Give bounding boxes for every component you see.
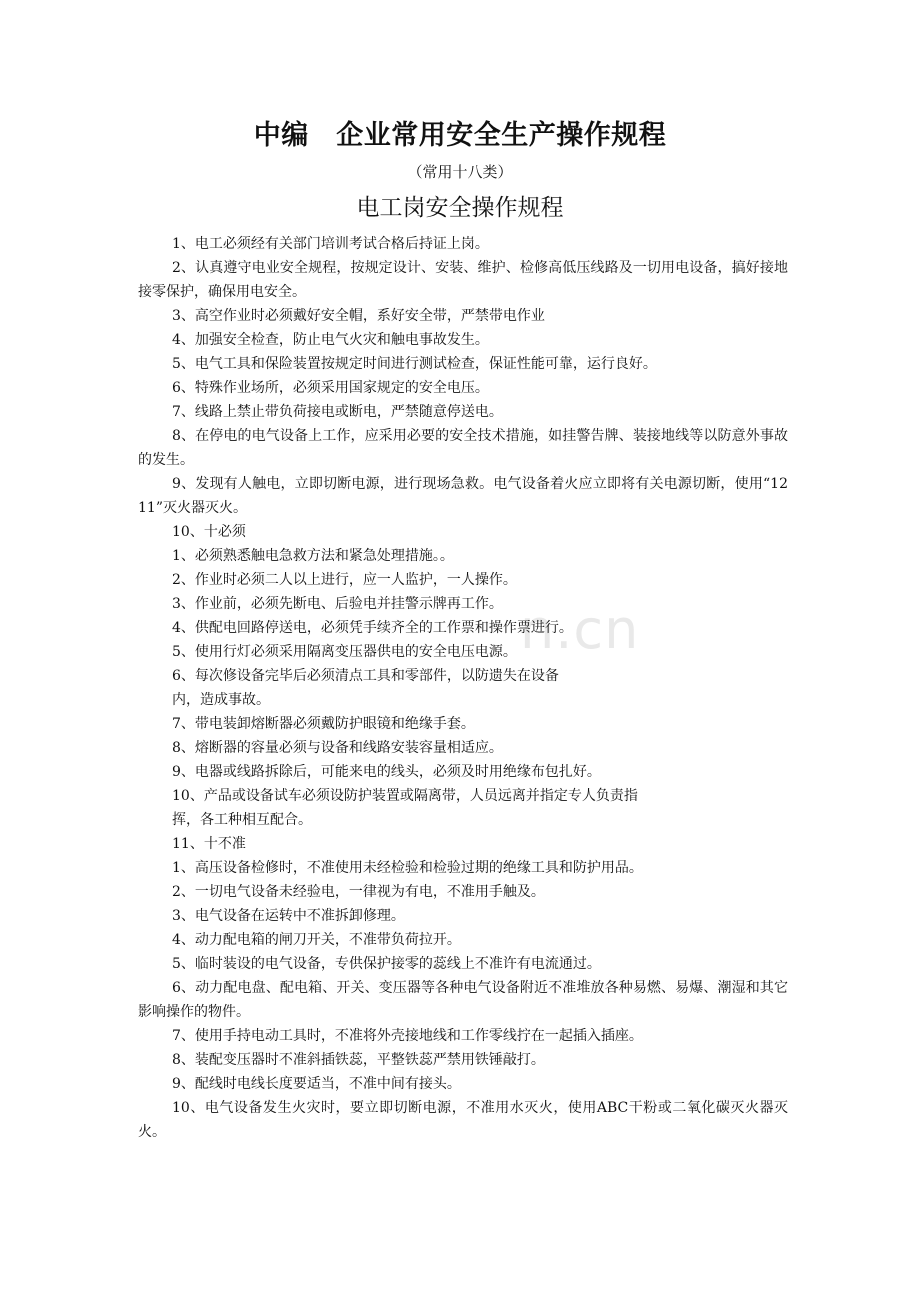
paragraph: 10、产品或设备试车必须设防护装置或隔离带，人员远离并指定专人负责指 (172, 788, 638, 804)
paragraph: 1、必须熟悉触电急救方法和紧急处理措施。。 (172, 548, 454, 564)
regulation-body (138, 232, 788, 1144)
subsection-heading-must: 10、十必须 (172, 524, 246, 540)
paragraph: 2、一切电气设备未经验电，一律视为有电，不准用手触及。 (172, 884, 545, 900)
paragraph: 7、使用手持电动工具时，不准将外壳接地线和工作零线拧在一起插入插座。 (172, 1028, 643, 1044)
paragraph: 2、作业时必须二人以上进行，应一人监护，一人操作。 (172, 572, 517, 588)
paragraph-continuation: 挥，各工种相互配合。 (172, 812, 312, 828)
paragraph: 7、带电装卸熔断器必须戴防护眼镜和绝缘手套。 (172, 716, 475, 732)
paragraph: 5、使用行灯必须采用隔离变压器供电的安全电压电源。 (172, 644, 517, 660)
paragraph: 4、加强安全检查，防止电气火灾和触电事故发生。 (172, 332, 489, 348)
paragraph: 3、作业前，必须先断电、后验电并挂警示牌再工作。 (172, 596, 503, 612)
paragraph: 5、临时装设的电气设备，专供保护接零的蕊线上不准许有电流通过。 (172, 956, 601, 972)
paragraph: 6、动力配电盘、配电箱、开关、变压器等各种电气设备附近不准堆放各种易燃、易爆、潮湿和其它影响操作的物件。 (138, 980, 788, 1020)
subsection-heading-must-not: 11、十不准 (172, 836, 246, 852)
paragraph: 3、高空作业时必须戴好安全帽，系好安全带，严禁带电作业 (172, 308, 545, 324)
paragraph: 9、发现有人触电，立即切断电源，进行现场急救。电气设备着火应立即将有关电源切断，使用“1211”灭火器灭火。 (138, 476, 788, 516)
paragraph: 10、电气设备发生火灾时，要立即切断电源，不准用水灭火，使用ABC干粉或二氧化碳灭火器灭火。 (138, 1100, 788, 1140)
paragraph: 6、每次修设备完毕后必须清点工具和零部件，以防遗失在设备 (172, 668, 559, 684)
paragraph: 2、认真遵守电业安全规程，按规定设计、安装、维护、检修高低压线路及一切用电设备，搞好接地接零保护，确保用电安全。 (138, 260, 788, 300)
paragraph: 9、电器或线路拆除后，可能来电的线头，必须及时用绝缘布包扎好。 (172, 764, 601, 780)
paragraph: 4、供配电回路停送电，必须凭手续齐全的工作票和操作票进行。 (172, 620, 573, 636)
paragraph: 1、电工必须经有关部门培训考试合格后持证上岗。 (172, 236, 489, 252)
paragraph: 8、熔断器的容量必须与设备和线路安装容量相适应。 (172, 740, 503, 756)
paragraph: 6、特殊作业场所，必须采用国家规定的安全电压。 (172, 380, 489, 396)
paragraph-continuation: 内，造成事故。 (172, 692, 270, 708)
watermark-text: n.cn (520, 598, 640, 661)
paragraph: 1、高压设备检修时，不准使用未经检验和检验过期的绝缘工具和防护用品。 (172, 860, 643, 876)
section-title: 电工岗安全操作规程 (356, 195, 564, 221)
paragraph: 8、装配变压器时不准斜插铁蕊，平整铁蕊严禁用铁锤敲打。 (172, 1052, 545, 1068)
paragraph: 5、电气工具和保险装置按规定时间进行测试检查，保证性能可靠，运行良好。 (172, 356, 657, 372)
paragraph: 3、电气设备在运转中不准拆卸修理。 (172, 908, 405, 924)
paragraph: 7、线路上禁止带负荷接电或断电，严禁随意停送电。 (172, 404, 503, 420)
paragraph: 4、动力配电箱的闸刀开关，不准带负荷拉开。 (172, 932, 461, 948)
paragraph: 9、配线时电线长度要适当，不准中间有接头。 (172, 1076, 461, 1092)
paragraph: 8、在停电的电气设备上工作，应采用必要的安全技术措施，如挂警告牌、装接地线等以防意外事故的发生。 (138, 428, 788, 468)
main-title: 中编 企业常用安全生产操作规程 (253, 120, 667, 151)
subtitle: （常用十八类） (407, 163, 513, 181)
